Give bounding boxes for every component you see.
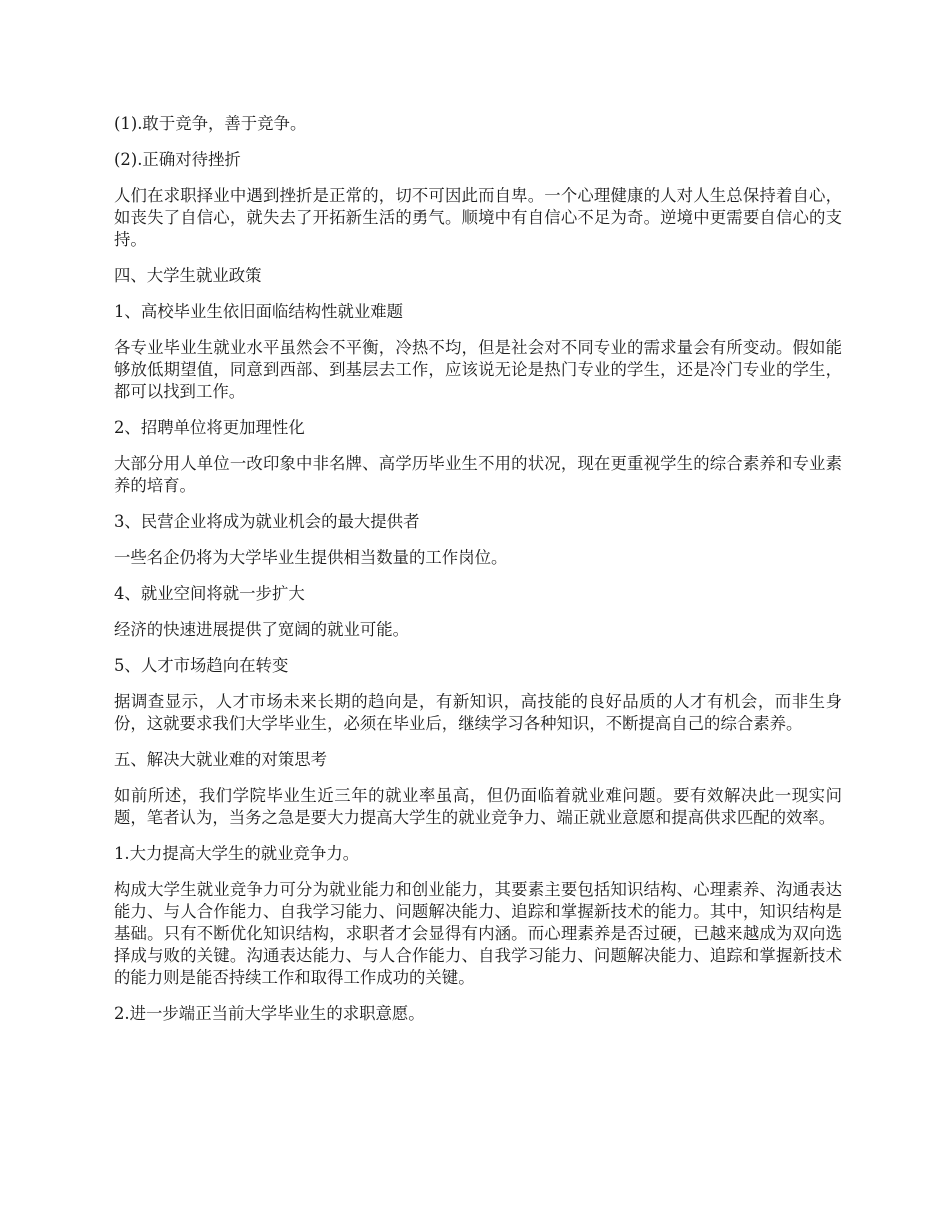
paragraph-setbacks-body: 人们在求职择业中遇到挫折是正常的，切不可因此而自卑。一个心理健康的人对人生总保持着自心，如丧失了自信心，就失去了开拓新生活的勇气。顺境中有自信心不足为奇。逆境中更需要自信心的支持。 xyxy=(114,186,842,249)
paragraph-employment-space: 经济的快速进展提供了宽阔的就业可能。 xyxy=(114,620,410,639)
paragraph-setbacks-heading: (2).正确对待挫折 xyxy=(114,150,241,169)
paragraph-talent-market: 据调查显示，人才市场未来长期的趋向是，有新知识，高技能的良好品质的人才有机会，而非生身份，这就要求我们大学毕业生，必须在毕业后，继续学习各种知识，不断提高自己的综合素养。 xyxy=(114,692,842,733)
subheading-rational-recruiting: 2、招聘单位将更加理性化 xyxy=(114,418,305,437)
paragraph-countermeasures-intro: 如前所述，我们学院毕业生近三年的就业率虽高，但仍面临着就业难问题。要有效解决此一现实问题，笔者认为，当务之急是要大力提高大学生的就业竞争力、端正就业意愿和提高供求匹配的效率。 xyxy=(114,786,842,827)
subheading-competitiveness: 1.大力提高大学生的就业竞争力。 xyxy=(114,844,360,863)
document-body xyxy=(114,113,842,1039)
subheading-talent-market: 5、人才市场趋向在转变 xyxy=(114,656,289,675)
paragraph-competitiveness: 构成大学生就业竞争力可分为就业能力和创业能力，其要素主要包括知识结构、心理素养、沟通表达能力、与人合作能力、自我学习能力、问题解决能力、追踪和掌握新技术的能力。其中，知识结构是基础。只有不断优化知识结构，求职者才会显得有内涵。而心理素养是否过硬，已越来越成为双向选择成与败的关键。沟通表达能力、与人合作能力、自我学习能力、问题解决能力、追踪和掌握新技术的能力则是能否持续工作和取得工作成功的关键。 xyxy=(114,880,842,987)
paragraph-private-enterprises: 一些名企仍将为大学毕业生提供相当数量的工作岗位。 xyxy=(114,548,508,567)
subheading-private-enterprises: 3、民营企业将成为就业机会的最大提供者 xyxy=(114,512,420,531)
paragraph-rational-recruiting: 大部分用人单位一改印象中非名牌、高学历毕业生不用的状况，现在更重视学生的综合素养和专业素养的培育。 xyxy=(114,454,842,495)
section-heading-employment-policy: 四、大学生就业政策 xyxy=(114,266,262,285)
section-heading-countermeasures: 五、解决大就业难的对策思考 xyxy=(114,750,328,769)
subheading-structural-difficulty: 1、高校毕业生依旧面临结构性就业难题 xyxy=(114,302,404,321)
subheading-employment-space: 4、就业空间将就一步扩大 xyxy=(114,584,305,603)
paragraph-competition: (1).敢于竞争，善于竞争。 xyxy=(114,114,307,133)
subheading-job-intentions: 2.进一步端正当前大学毕业生的求职意愿。 xyxy=(114,1004,425,1023)
paragraph-structural-difficulty: 各专业毕业生就业水平虽然会不平衡，冷热不均，但是社会对不同专业的需求量会有所变动。假如能够放低期望值，同意到西部、到基层去工作，应该说无论是热门专业的学生，还是冷门专业的学生，都可以找到工作。 xyxy=(114,338,842,401)
